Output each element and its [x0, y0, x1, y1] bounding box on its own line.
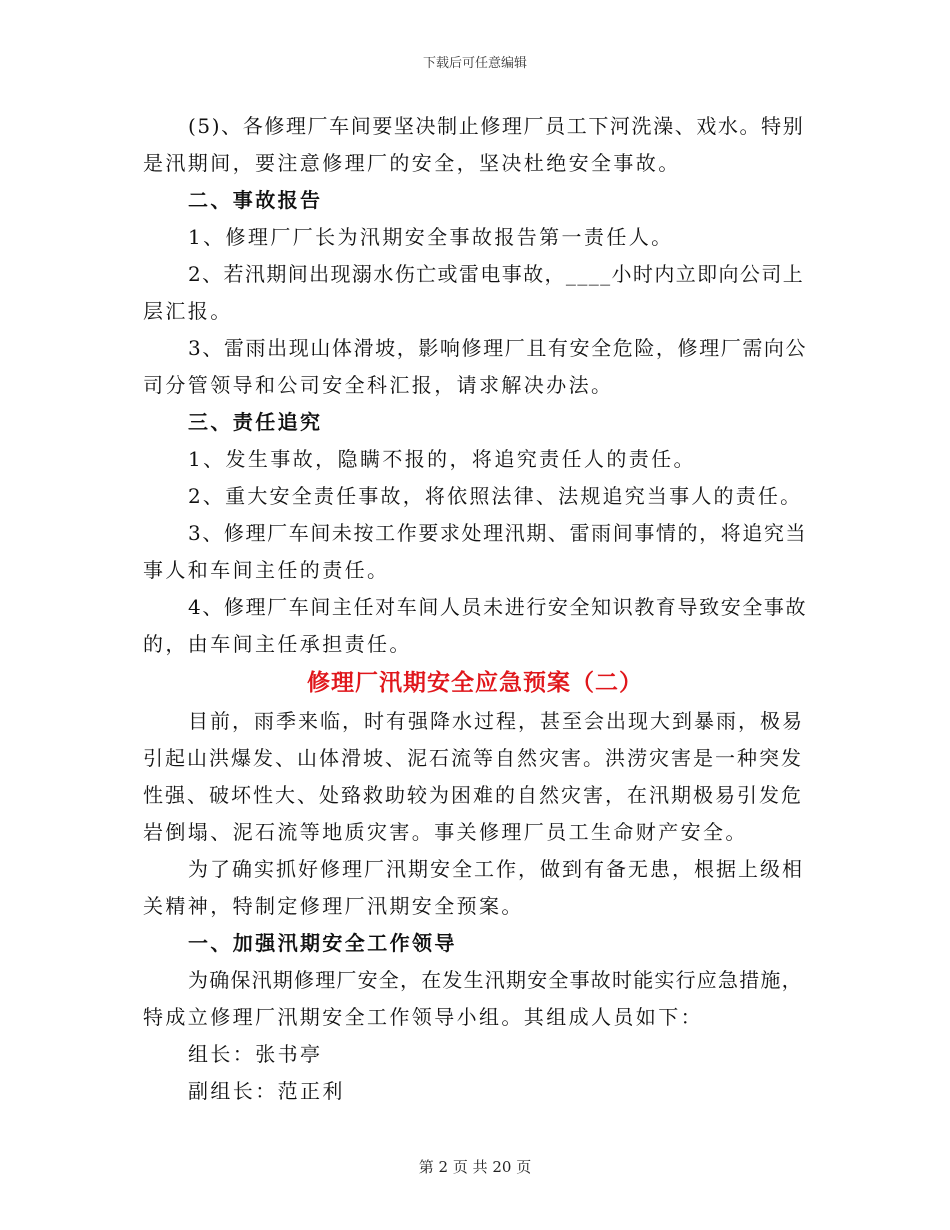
text-line: 为确保汛期修理厂安全，在发生汛期安全事故时能实行应急措施， — [188, 968, 803, 992]
text-line: 2、重大安全责任事故，将依照法律、法规追究当事人的责任。 — [188, 484, 803, 508]
paragraph — [143, 851, 807, 925]
text-line: 特成立修理厂汛期安全工作领导小组。其组成人员如下： — [143, 1005, 703, 1029]
text-line: 是汛期间，要注意修理厂的安全，坚决杜绝安全事故。 — [143, 151, 681, 175]
text-line: 1、发生事故，隐瞒不报的，将追究责任人的责任。 — [188, 447, 696, 471]
section-heading — [143, 182, 807, 219]
text-line: 修理厂汛期安全应急预案（二） — [307, 670, 643, 696]
text-line: 的，由车间主任承担责任。 — [143, 632, 412, 656]
text-line: (5)、各修理厂车间要坚决制止修理厂员工下河洗澡、戏水。特别 — [188, 114, 805, 138]
paragraph — [143, 256, 807, 330]
text-line: 二、事故报告 — [188, 188, 323, 212]
paragraph — [143, 330, 807, 404]
text-line: 一、加强汛期安全工作领导 — [188, 931, 457, 955]
paragraph — [143, 515, 807, 589]
text-line: 事人和车间主任的责任。 — [143, 558, 390, 582]
text-line: 副组长：范正利 — [188, 1079, 345, 1103]
text-line: 1、修理厂厂长为汛期安全事故报告第一责任人。 — [188, 225, 674, 249]
text-line: 组长：张书亭 — [188, 1042, 323, 1066]
text-line: 2、若汛期间出现溺水伤亡或雷电事故，____小时内立即向公司上 — [188, 262, 805, 286]
text-line: 3、修理厂车间未按工作要求处理汛期、雷雨间事情的，将追究当 — [188, 521, 808, 545]
paragraph — [143, 108, 807, 182]
text-line: 岩倒塌、泥石流等地质灾害。事关修理厂员工生命财产安全。 — [143, 820, 748, 844]
section-heading — [143, 925, 807, 962]
document-body — [143, 108, 807, 1110]
paragraph — [143, 478, 807, 515]
text-line: 4、修理厂车间主任对车间人员未进行安全知识教育导致安全事故 — [188, 595, 808, 619]
text-line: 司分管领导和公司安全科汇报，请求解决办法。 — [143, 373, 614, 397]
section-title — [143, 663, 807, 703]
text-line: 层汇报。 — [143, 299, 233, 323]
page-header: 下载后可任意编辑 — [422, 56, 527, 71]
paragraph — [143, 589, 807, 663]
text-line: 为了确实抓好修理厂汛期安全工作，做到有备无患，根据上级相 — [188, 857, 804, 881]
text-line: 关精神，特制定修理厂汛期安全预案。 — [143, 894, 524, 918]
text-line: 3、雷雨出现山体滑坡，影响修理厂且有安全危险，修理厂需向公 — [188, 336, 808, 360]
paragraph — [143, 219, 807, 256]
paragraph — [143, 1036, 807, 1073]
paragraph — [143, 703, 807, 851]
text-line: 三、责任追究 — [188, 410, 323, 434]
text-line: 性强、破坏性大、处臵救助较为困难的自然灾害，在汛期极易引发危 — [143, 783, 803, 807]
paragraph — [143, 1073, 807, 1110]
text-line: 目前，雨季来临，时有强降水过程，甚至会出现大到暴雨，极易 — [188, 709, 804, 733]
paragraph — [143, 962, 807, 1036]
page-footer: 第 2 页 共 20 页 — [418, 1158, 532, 1176]
text-line: 引起山洪爆发、山体滑坡、泥石流等自然灾害。洪涝灾害是一种突发 — [143, 746, 803, 770]
paragraph — [143, 441, 807, 478]
section-heading — [143, 404, 807, 441]
